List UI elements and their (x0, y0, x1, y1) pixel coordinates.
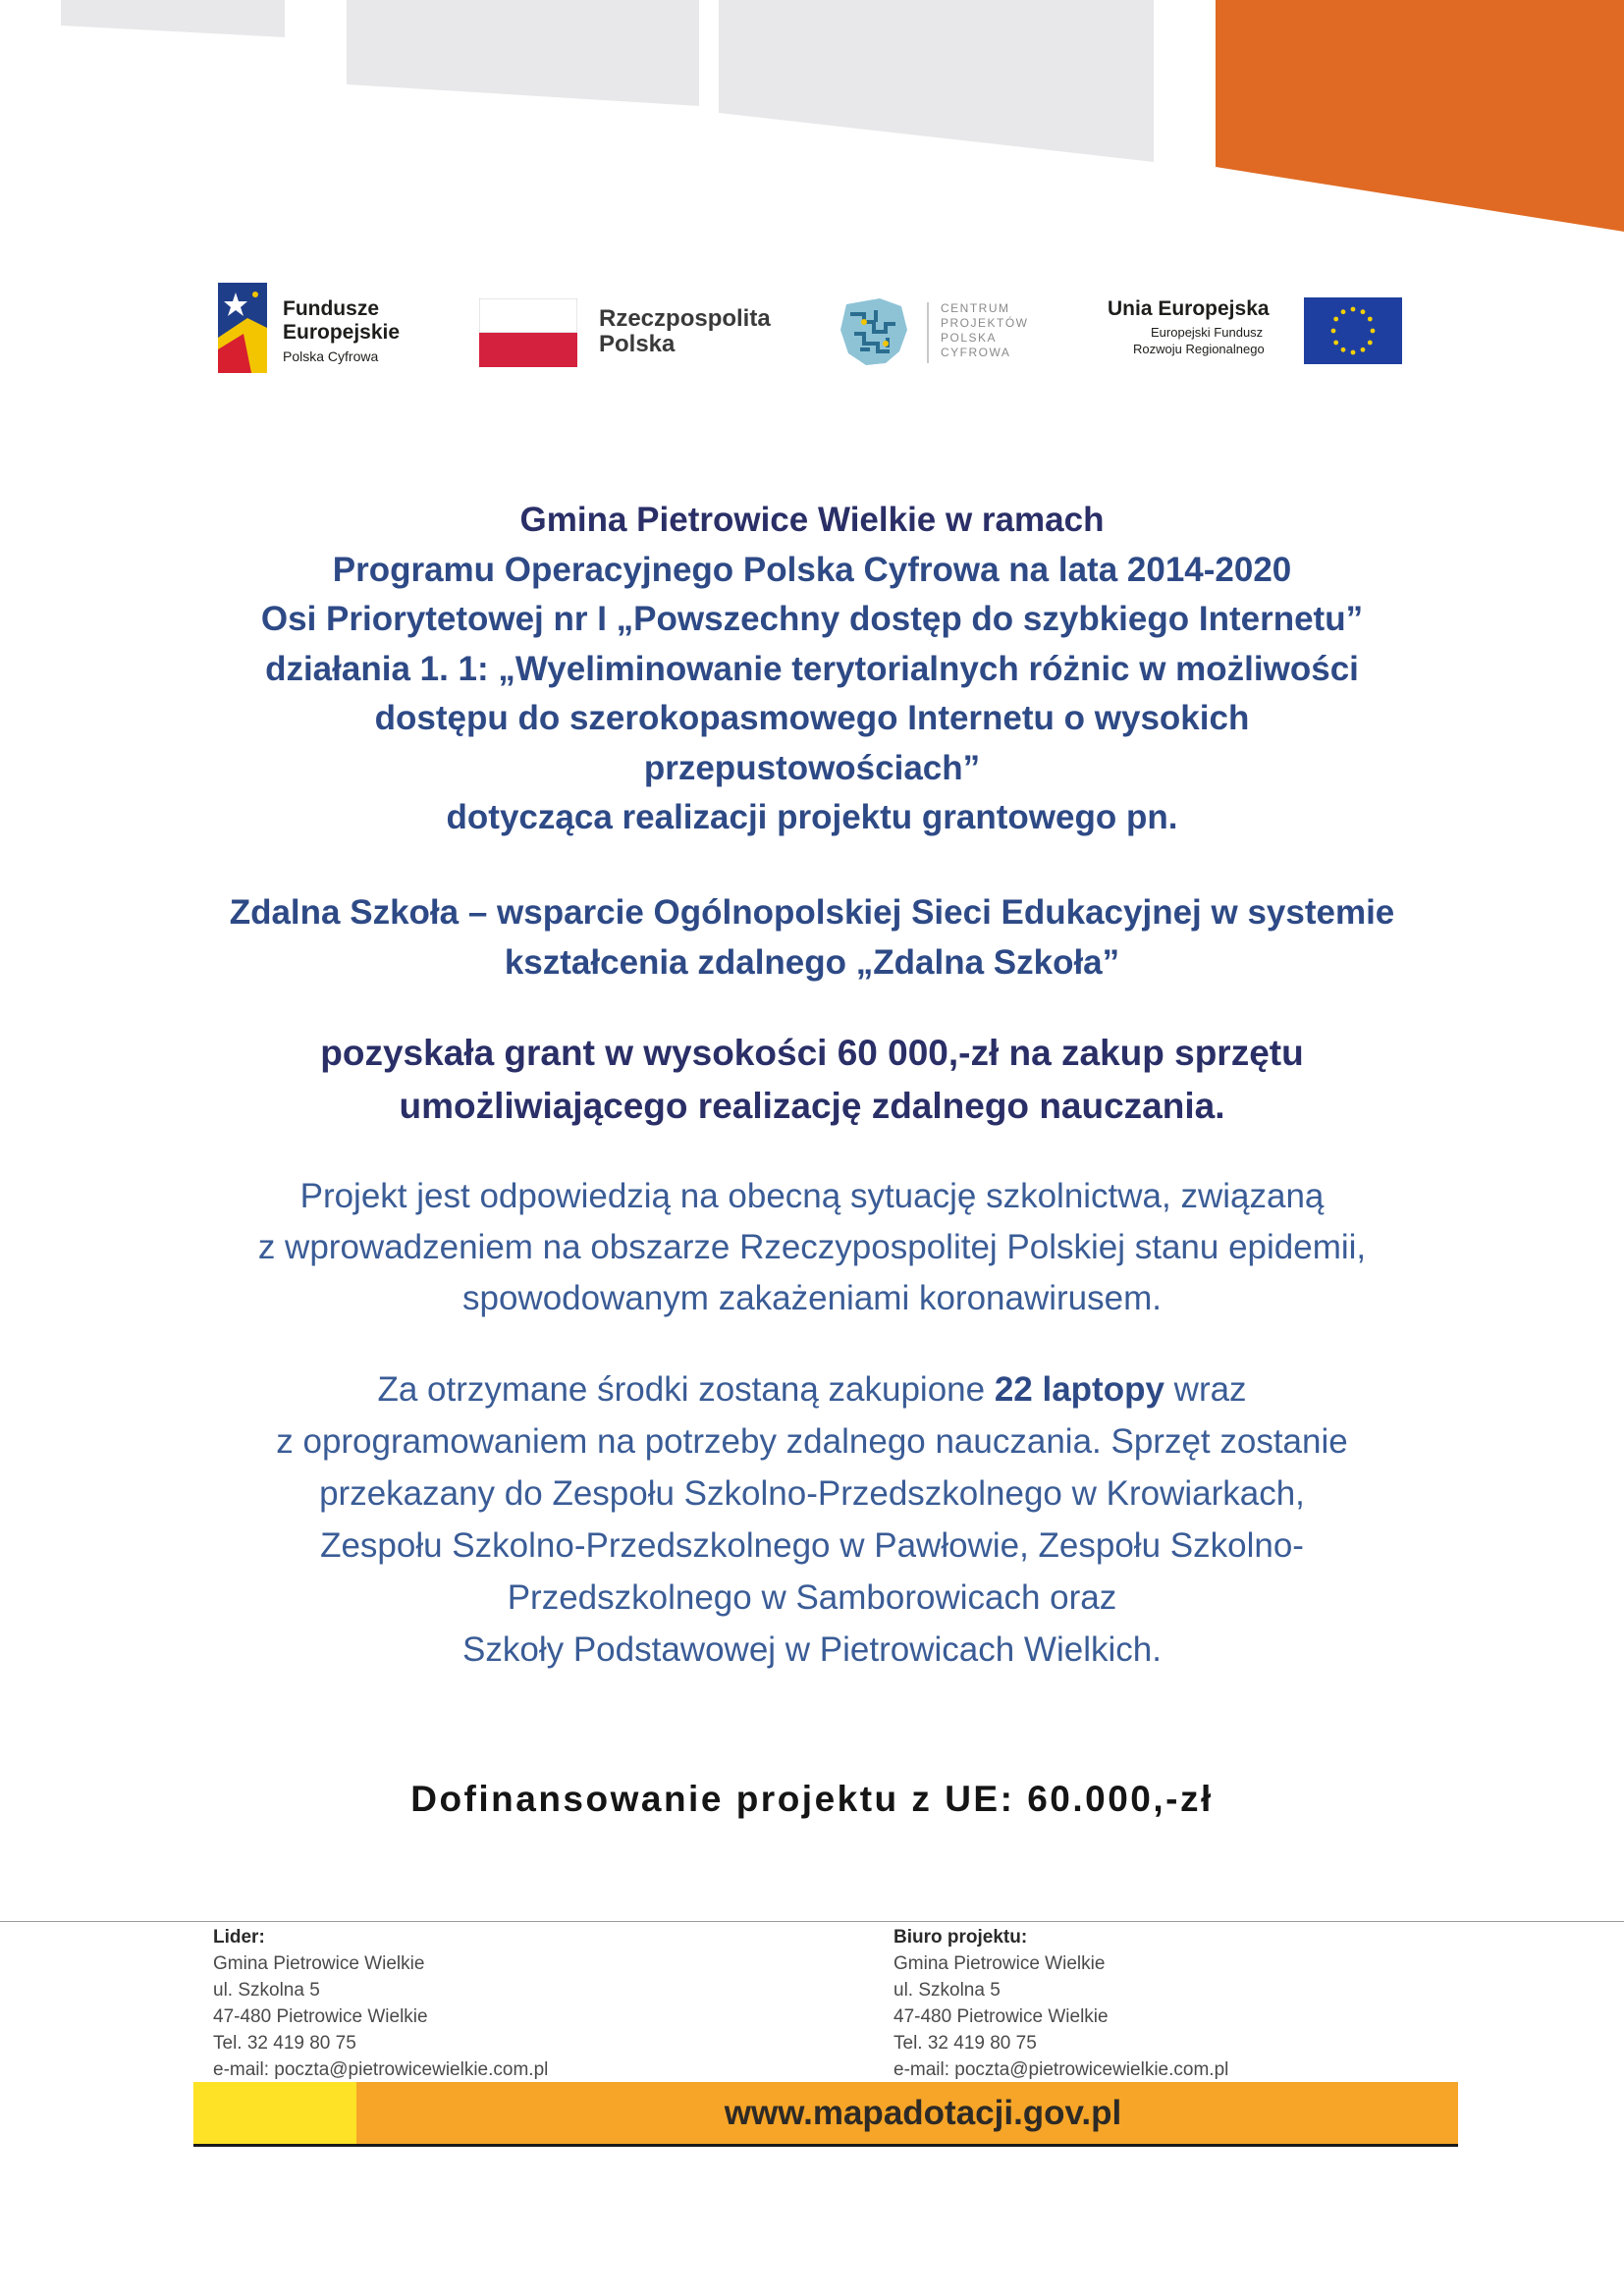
polish-flag-icon (479, 298, 577, 367)
ue-title: Unia Europejska (1108, 297, 1270, 320)
heading-line-3: Osi Priorytetowej nr I „Powszechny dostęp do szybkiego Internetu” (260, 600, 1364, 638)
cppc-map-icon (837, 294, 911, 369)
paragraph2-line-1 (0, 1363, 1624, 1415)
heading-line-4: działania 1. 1: „Wyeliminowanie terytorialnych różnic w możliwości (265, 649, 1359, 688)
paragraph2-line-1-post: wraz (1164, 1370, 1247, 1409)
heading-line-5: dostępu do szerokopasmowego Internetu o wysokich (374, 699, 1250, 737)
footer-office (893, 1924, 1228, 2083)
eu-flag-icon (1304, 297, 1402, 364)
cppc-line4: CYFROWA (941, 346, 1011, 359)
fundusze-sub: Polska Cyfrowa (283, 348, 379, 364)
paragraph2-line-3: przekazany do Zespołu Szkolno-Przedszkolnego w Krowiarkach, (319, 1474, 1305, 1513)
grant-line-2: umożliwiającego realizację zdalnego nauczania. (399, 1086, 1225, 1126)
office-city: 47-480 Pietrowice Wielkie (893, 2006, 1109, 2027)
project-line-2: kształcenia zdalnego „Zdalna Szkoła” (504, 942, 1120, 982)
footer-bottom-line (193, 2144, 1458, 2147)
grey-tile-1 (61, 0, 285, 37)
leader-street: ul. Szkolna 5 (213, 1980, 320, 2001)
cppc-divider (927, 302, 929, 363)
paragraph2-line-4: Zespołu Szkolno-Przedszkolnego w Pawłowie, Zespołu Szkolno- (320, 1526, 1304, 1565)
grant-line-1: pozyskała grant w wysokości 60 000,-zł na zakup sprzętu (320, 1033, 1304, 1073)
heading-line-6: przepustowościach” (643, 748, 981, 787)
cofinancing-amount: Dofinansowanie projektu z UE: 60.000,-zł (410, 1779, 1214, 1819)
logo-centrum-projektow (837, 263, 1072, 391)
paragraph1-line-3: spowodowanym zakażeniami koronawirusem. (462, 1279, 1162, 1317)
project-name (0, 888, 1624, 988)
fundusze-line2: Europejskie (283, 321, 401, 344)
grant-statement (0, 1027, 1624, 1133)
leader-tel: Tel. 32 419 80 75 (213, 2033, 356, 2054)
office-street: ul. Szkolna 5 (893, 1980, 1001, 2001)
ue-sub1: Europejski Fundusz (1151, 325, 1264, 340)
paragraph2-line-1-pre: Za otrzymane środki zostaną zakupione (377, 1370, 995, 1409)
paragraph2-line-6: Szkoły Podstawowej w Pietrowicach Wielkich. (462, 1630, 1162, 1669)
heading-line-7: dotycząca realizacji projektu grantowego pn. (446, 798, 1178, 836)
heading-block (0, 496, 1624, 843)
office-label: Biuro projektu: (893, 1927, 1028, 1948)
office-tel: Tel. 32 419 80 75 (893, 2033, 1037, 2054)
logo-unia-europejska (1100, 263, 1404, 391)
footer-url-link[interactable]: www.mapadotacji.gov.pl (724, 2094, 1122, 2132)
cppc-line3: POLSKA (941, 331, 998, 345)
leader-city: 47-480 Pietrowice Wielkie (213, 2006, 428, 2027)
footer-divider (0, 1921, 1624, 1922)
grey-tile-2 (347, 0, 699, 106)
office-name: Gmina Pietrowice Wielkie (893, 1953, 1106, 1974)
laptop-count: 22 laptopy (994, 1370, 1164, 1409)
leader-label: Lider: (213, 1927, 265, 1948)
fundusze-line1: Fundusze (283, 297, 379, 320)
leader-email[interactable]: e-mail: poczta@pietrowicewielkie.com.pl (213, 2059, 549, 2080)
paragraph1-line-1: Projekt jest odpowiedzią na obecną sytuację szkolnictwa, związaną (299, 1177, 1325, 1215)
top-decoration (0, 0, 1624, 236)
project-line-1: Zdalna Szkoła – wsparcie Ogólnopolskiej Sieci Edukacyjnej w systemie (229, 893, 1395, 932)
paragraph-purchase (0, 1363, 1624, 1676)
leader-name: Gmina Pietrowice Wielkie (213, 1953, 425, 1974)
paragraph1-line-2: z wprowadzeniem na obszarze Rzeczypospolitej Polskiej stanu epidemii, (257, 1228, 1367, 1266)
rp-line1: Rzeczpospolita (599, 305, 771, 332)
ue-sub2: Rozwoju Regionalnego (1133, 342, 1265, 356)
fundusze-star-icon (218, 283, 267, 373)
cppc-line1: CENTRUM (941, 301, 1010, 315)
logo-rzeczpospolita-polska (479, 263, 774, 391)
logo-strip (198, 263, 1404, 391)
footer-bar-yellow (193, 2082, 356, 2144)
orange-tile (1216, 0, 1624, 232)
grey-tile-3 (719, 0, 1154, 162)
paragraph2-line-2: z oprogramowaniem na potrzeby zdalnego nauczania. Sprzęt zostanie (276, 1422, 1348, 1461)
paragraph-context (0, 1171, 1624, 1324)
office-email[interactable]: e-mail: poczta@pietrowicewielkie.com.pl (893, 2059, 1229, 2080)
heading-line-2: Programu Operacyjnego Polska Cyfrowa na lata 2014-2020 (332, 550, 1292, 589)
paragraph2-line-5: Przedszkolnego w Samborowicach oraz (507, 1578, 1117, 1617)
logo-fundusze-europejskie (198, 263, 424, 391)
heading-line-1: Gmina Pietrowice Wielkie w ramach (519, 501, 1105, 539)
cppc-line2: PROJEKTÓW (941, 316, 1029, 330)
footer-leader (213, 1924, 548, 2083)
rp-line2: Polska (599, 331, 676, 357)
